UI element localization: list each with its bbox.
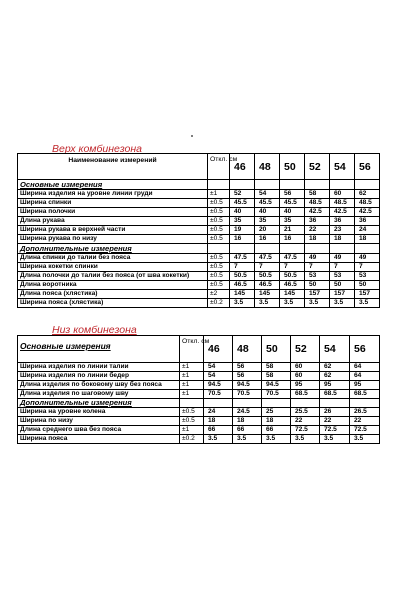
size-value: 21 — [280, 226, 305, 235]
size-value: 50 — [305, 281, 330, 290]
measurement-name: Длина пояса (хлястика) — [18, 290, 208, 299]
size-value: 26.5 — [350, 408, 380, 417]
size-value: 68.5 — [350, 390, 380, 399]
empty-cell — [255, 180, 280, 190]
size-value: 7 — [330, 263, 355, 272]
top-table-body — [18, 154, 380, 308]
table-row — [18, 299, 380, 308]
measurement-name: Длина среднего шва без пояса — [18, 426, 180, 435]
size-value: 22 — [291, 417, 320, 426]
empty-cell — [280, 180, 305, 190]
size-value: 3.5 — [233, 435, 262, 444]
tolerance-value: ±1 — [180, 363, 204, 372]
tolerance-value: ±0.5 — [208, 226, 230, 235]
header-size: 56 — [355, 154, 380, 180]
empty-cell — [305, 244, 330, 254]
size-value: 3.5 — [204, 435, 233, 444]
tolerance-value: ±0.5 — [208, 217, 230, 226]
size-value: 49 — [330, 254, 355, 263]
table-row — [18, 226, 380, 235]
size-value: 35 — [255, 217, 280, 226]
size-value: 49 — [305, 254, 330, 263]
measurement-name: Ширина полочки — [18, 208, 208, 217]
size-value: 95 — [291, 381, 320, 390]
size-value: 18 — [204, 417, 233, 426]
size-value: 64 — [350, 363, 380, 372]
size-value: 40 — [255, 208, 280, 217]
size-value: 7 — [230, 263, 255, 272]
measurement-name: Ширина изделия по линии талии — [18, 363, 180, 372]
bottom-table-body — [18, 336, 380, 444]
table-row — [18, 363, 380, 372]
size-value: 54 — [204, 372, 233, 381]
header-size: 46 — [230, 154, 255, 180]
table-row — [18, 381, 380, 390]
tolerance-value: ±0.5 — [208, 199, 230, 208]
size-value: 95 — [320, 381, 350, 390]
size-value: 50.5 — [230, 272, 255, 281]
header-size: 50 — [280, 154, 305, 180]
size-value: 62 — [320, 363, 350, 372]
size-value: 35 — [230, 217, 255, 226]
size-value: 18 — [233, 417, 262, 426]
size-value: 3.5 — [330, 299, 355, 308]
size-value: 3.5 — [355, 299, 380, 308]
size-value: 24 — [355, 226, 380, 235]
measurement-name: Длина изделия по шаговому шву — [18, 390, 180, 399]
size-value: 35 — [280, 217, 305, 226]
size-value: 49 — [355, 254, 380, 263]
size-value: 42.5 — [330, 208, 355, 217]
size-value: 50 — [330, 281, 355, 290]
tolerance-value: ±2 — [208, 290, 230, 299]
empty-cell — [204, 399, 233, 408]
section-heading: Дополнительные измерения — [18, 399, 180, 408]
size-value: 145 — [230, 290, 255, 299]
size-value: 22 — [350, 417, 380, 426]
size-value: 46.5 — [230, 281, 255, 290]
empty-cell — [208, 244, 230, 254]
empty-cell — [262, 399, 291, 408]
measurement-name: Ширина рукава по низу — [18, 235, 208, 244]
table-row — [18, 426, 380, 435]
table-row — [18, 417, 380, 426]
empty-cell — [255, 244, 280, 254]
size-value: 50.5 — [255, 272, 280, 281]
size-value: 47.5 — [255, 254, 280, 263]
measurement-name: Длина спинки до талии без пояса — [18, 254, 208, 263]
empty-cell — [320, 399, 350, 408]
size-value: 94.5 — [262, 381, 291, 390]
size-value: 46.5 — [280, 281, 305, 290]
measurement-name: Длина изделия по боковому шву без пояса — [18, 381, 180, 390]
table-row — [18, 190, 380, 199]
header-size: 56 — [350, 336, 380, 363]
tolerance-value: ±0.5 — [208, 235, 230, 244]
size-value: 58 — [305, 190, 330, 199]
tolerance-value: ±0.5 — [208, 272, 230, 281]
top-header-row — [18, 154, 380, 180]
tolerance-value: ±0.2 — [180, 435, 204, 444]
size-value: 68.5 — [320, 390, 350, 399]
size-value: 56 — [280, 190, 305, 199]
size-value: 20 — [255, 226, 280, 235]
size-value: 25.5 — [291, 408, 320, 417]
size-value: 157 — [355, 290, 380, 299]
size-value: 72.5 — [291, 426, 320, 435]
stray-dot — [191, 135, 193, 137]
size-value: 68.5 — [291, 390, 320, 399]
size-value: 18 — [262, 417, 291, 426]
size-value: 26 — [320, 408, 350, 417]
size-value: 3.5 — [230, 299, 255, 308]
header-tolerance: Откл. см — [180, 336, 204, 363]
tolerance-value: ±0.5 — [208, 208, 230, 217]
measurement-name: Длина воротника — [18, 281, 208, 290]
size-value: 145 — [255, 290, 280, 299]
size-value: 64 — [350, 372, 380, 381]
bottom-measurements-table — [17, 335, 380, 444]
tolerance-value: ±0.5 — [208, 263, 230, 272]
tolerance-value: ±1 — [180, 381, 204, 390]
measurement-name: Ширина кокетки спинки — [18, 263, 208, 272]
tolerance-value: ±1 — [180, 372, 204, 381]
empty-cell — [330, 244, 355, 254]
table-row — [18, 272, 380, 281]
size-value: 54 — [204, 363, 233, 372]
size-value: 25 — [262, 408, 291, 417]
size-value: 47.5 — [230, 254, 255, 263]
size-value: 23 — [330, 226, 355, 235]
tolerance-value: ±0.5 — [208, 254, 230, 263]
section-header-row — [18, 399, 380, 408]
measurement-name: Ширина на уровне колена — [18, 408, 180, 417]
size-value: 18 — [355, 235, 380, 244]
measurement-name: Длина рукава — [18, 217, 208, 226]
table-row — [18, 217, 380, 226]
size-value: 22 — [305, 226, 330, 235]
size-value: 42.5 — [305, 208, 330, 217]
tolerance-value: ±1 — [180, 426, 204, 435]
header-tolerance: Откл. см — [208, 154, 230, 180]
empty-cell — [305, 180, 330, 190]
size-value: 48.5 — [330, 199, 355, 208]
tolerance-value: ±0.5 — [180, 417, 204, 426]
size-value: 18 — [305, 235, 330, 244]
tolerance-value: ±0.5 — [180, 408, 204, 417]
size-value: 16 — [280, 235, 305, 244]
measurement-name: Ширина рукава в верхней части — [18, 226, 208, 235]
size-value: 60 — [291, 372, 320, 381]
size-value: 45.5 — [280, 199, 305, 208]
header-size: 52 — [291, 336, 320, 363]
measurement-name: Ширина пояса — [18, 435, 180, 444]
size-value: 22 — [320, 417, 350, 426]
section-header-row — [18, 180, 380, 190]
empty-cell — [208, 180, 230, 190]
size-value: 62 — [355, 190, 380, 199]
size-value: 48.5 — [355, 199, 380, 208]
header-size: 52 — [305, 154, 330, 180]
measurement-name: Ширина спинки — [18, 199, 208, 208]
tolerance-value: ±0.2 — [208, 299, 230, 308]
size-value: 24 — [204, 408, 233, 417]
header-size: 50 — [262, 336, 291, 363]
size-value: 95 — [350, 381, 380, 390]
size-value: 45.5 — [230, 199, 255, 208]
header-size: 48 — [233, 336, 262, 363]
size-value: 19 — [230, 226, 255, 235]
tolerance-value: ±0.5 — [208, 281, 230, 290]
header-size: 54 — [330, 154, 355, 180]
size-value: 3.5 — [280, 299, 305, 308]
section-heading: Дополнительные измерения — [18, 244, 208, 254]
table-row — [18, 254, 380, 263]
size-value: 3.5 — [291, 435, 320, 444]
measurement-name: Длина полочки до талии без пояса (от шва кокетки) — [18, 272, 208, 281]
empty-cell — [350, 399, 380, 408]
empty-cell — [291, 399, 320, 408]
size-value: 62 — [320, 372, 350, 381]
size-value: 7 — [305, 263, 330, 272]
size-value: 56 — [233, 363, 262, 372]
header-measurement-name: Наименование измерений — [18, 154, 208, 180]
tolerance-value: ±1 — [208, 190, 230, 199]
header-size: 46 — [204, 336, 233, 363]
top-section-title: Верх комбинезона — [52, 143, 142, 155]
table-row — [18, 372, 380, 381]
size-value: 66 — [233, 426, 262, 435]
size-value: 60 — [291, 363, 320, 372]
size-value: 47.5 — [280, 254, 305, 263]
size-value: 60 — [330, 190, 355, 199]
size-value: 36 — [355, 217, 380, 226]
size-value: 145 — [280, 290, 305, 299]
size-value: 72.5 — [350, 426, 380, 435]
size-value: 58 — [262, 372, 291, 381]
table-row — [18, 435, 380, 444]
table-row — [18, 281, 380, 290]
size-value: 24.5 — [233, 408, 262, 417]
size-value: 3.5 — [350, 435, 380, 444]
size-value: 7 — [255, 263, 280, 272]
section-header-row — [18, 244, 380, 254]
measurement-name: Ширина пояса (хлястика) — [18, 299, 208, 308]
table-row — [18, 290, 380, 299]
top-measurements-table — [17, 153, 380, 308]
size-value: 58 — [262, 363, 291, 372]
size-value: 7 — [280, 263, 305, 272]
empty-cell — [355, 180, 380, 190]
size-value: 70.5 — [233, 390, 262, 399]
size-value: 46.5 — [255, 281, 280, 290]
size-value: 70.5 — [262, 390, 291, 399]
table-row — [18, 408, 380, 417]
size-value: 3.5 — [255, 299, 280, 308]
size-value: 3.5 — [320, 435, 350, 444]
section-heading: Основные измерения — [18, 180, 208, 190]
size-value: 36 — [330, 217, 355, 226]
size-value: 66 — [204, 426, 233, 435]
size-value: 50.5 — [280, 272, 305, 281]
size-value: 72.5 — [320, 426, 350, 435]
empty-cell — [233, 399, 262, 408]
size-value: 40 — [280, 208, 305, 217]
size-value: 50 — [355, 281, 380, 290]
table-row — [18, 235, 380, 244]
size-value: 45.5 — [255, 199, 280, 208]
empty-cell — [230, 180, 255, 190]
size-value: 16 — [255, 235, 280, 244]
measurement-name: Ширина изделия по линии бедер — [18, 372, 180, 381]
size-value: 42.5 — [355, 208, 380, 217]
measurement-name: Ширина по низу — [18, 417, 180, 426]
empty-cell — [230, 244, 255, 254]
size-value: 94.5 — [204, 381, 233, 390]
size-value: 70.5 — [204, 390, 233, 399]
header-size: 54 — [320, 336, 350, 363]
size-value: 18 — [330, 235, 355, 244]
tolerance-value: ±1 — [180, 390, 204, 399]
size-value: 3.5 — [262, 435, 291, 444]
size-value: 157 — [330, 290, 355, 299]
size-value: 53 — [355, 272, 380, 281]
size-value: 40 — [230, 208, 255, 217]
header-size: 48 — [255, 154, 280, 180]
size-value: 16 — [230, 235, 255, 244]
size-value: 157 — [305, 290, 330, 299]
size-value: 53 — [330, 272, 355, 281]
size-value: 54 — [255, 190, 280, 199]
table-row — [18, 208, 380, 217]
empty-cell — [355, 244, 380, 254]
size-value: 56 — [233, 372, 262, 381]
size-value: 66 — [262, 426, 291, 435]
measurement-name: Ширина изделия на уровне линии груди — [18, 190, 208, 199]
size-value: 53 — [305, 272, 330, 281]
empty-cell — [330, 180, 355, 190]
size-value: 48.5 — [305, 199, 330, 208]
bottom-header-row — [18, 336, 380, 363]
empty-cell — [280, 244, 305, 254]
table-row — [18, 263, 380, 272]
table-row — [18, 199, 380, 208]
size-value: 36 — [305, 217, 330, 226]
size-value: 94.5 — [233, 381, 262, 390]
bottom-section-title: Низ комбинезона — [52, 324, 137, 336]
empty-cell — [180, 399, 204, 408]
size-value: 3.5 — [305, 299, 330, 308]
size-value: 7 — [355, 263, 380, 272]
size-value: 52 — [230, 190, 255, 199]
header-measurement-name: Основные измерения — [18, 336, 180, 363]
